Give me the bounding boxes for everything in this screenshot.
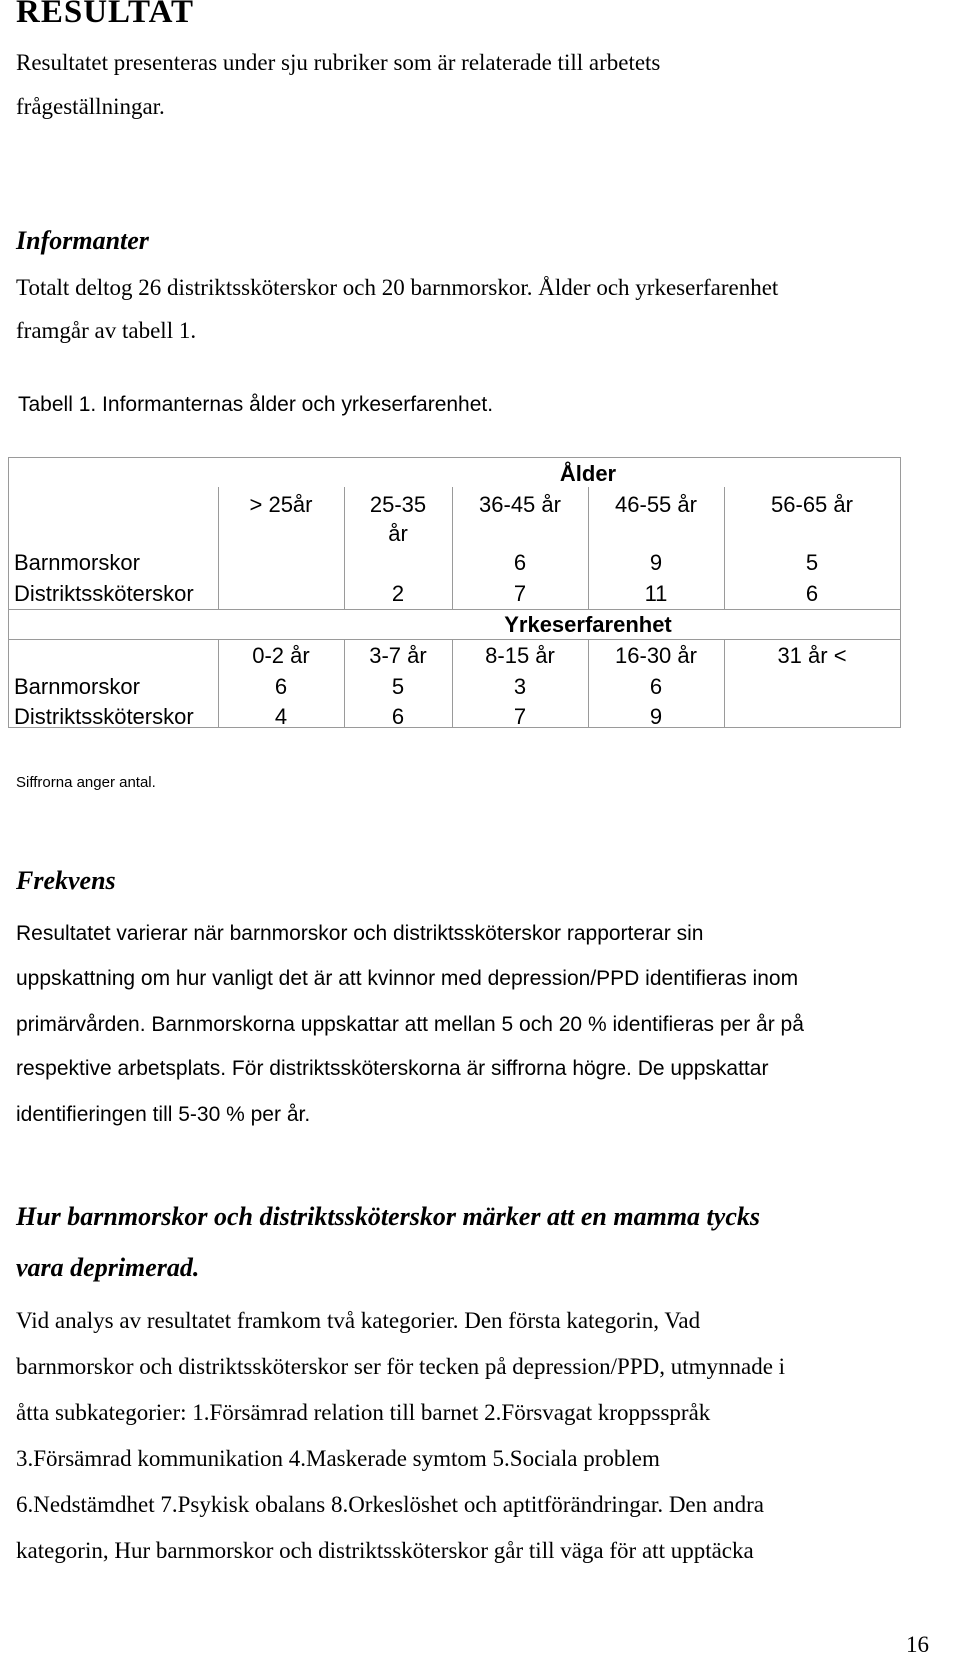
table-border-right bbox=[900, 457, 901, 728]
page-number: 16 bbox=[906, 1632, 929, 1657]
section-title-line-2: vara deprimerad. bbox=[16, 1253, 200, 1282]
row-label: Barnmorskor bbox=[14, 674, 140, 699]
frekvens-line-3: primärvården. Barnmorskorna uppskattar att mellan 5 och 20 % identifieras per år på bbox=[16, 1013, 804, 1036]
informanter-line-1: Totalt deltog 26 distriktssköterskor och 20 barnmorskor. Ålder och yrkeserfarenhet bbox=[16, 275, 779, 300]
table-divider bbox=[8, 609, 901, 610]
row-label: Distriktssköterskor bbox=[14, 704, 194, 729]
table-cell: 5 bbox=[805, 550, 819, 575]
table-cell: 6 bbox=[391, 704, 405, 729]
section3-line-2: barnmorskor och distriktssköterskor ser för tecken på depression/PPD, utmynnade i bbox=[16, 1354, 786, 1379]
table-cell: 5 bbox=[391, 674, 405, 699]
section3-line-3: åtta subkategorier: 1.Försämrad relation till barnet 2.Försvagat kroppsspråk bbox=[16, 1400, 711, 1425]
exp-col-header: 3-7 år bbox=[369, 643, 427, 668]
table-divider bbox=[8, 639, 901, 640]
age-col-header: år bbox=[388, 521, 408, 546]
section-title-frekvens: Frekvens bbox=[16, 866, 116, 895]
table-cell: 7 bbox=[513, 581, 527, 606]
exp-col-header: 16-30 år bbox=[615, 643, 697, 668]
table-cell: 6 bbox=[513, 550, 527, 575]
section-title-line-1: Hur barnmorskor och distriktssköterskor märker att en mamma tycks bbox=[16, 1202, 760, 1231]
age-col-header: 46-55 år bbox=[615, 492, 697, 517]
table-cell: 11 bbox=[644, 581, 668, 606]
table-cell: 9 bbox=[649, 704, 663, 729]
frekvens-line-4: respektive arbetsplats. För distriktssköterskorna är siffrorna högre. De uppskattar bbox=[16, 1057, 769, 1080]
table-cell: 7 bbox=[513, 704, 527, 729]
section-title-informanter: Informanter bbox=[16, 226, 149, 255]
age-header: Ålder bbox=[559, 461, 617, 486]
intro-line-2: frågeställningar. bbox=[16, 94, 165, 119]
table-cell: 6 bbox=[274, 674, 288, 699]
table-cell: 2 bbox=[391, 581, 405, 606]
exp-col-header: 31 år < bbox=[777, 643, 847, 668]
table-cell: 6 bbox=[649, 674, 663, 699]
row-label: Barnmorskor bbox=[14, 550, 140, 575]
section3-line-6: kategorin, Hur barnmorskor och distriktssköterskor går till väga för att upptäcka bbox=[16, 1538, 754, 1563]
age-col-header: 56-65 år bbox=[771, 492, 853, 517]
informanter-line-2: framgår av tabell 1. bbox=[16, 318, 197, 343]
age-col-header: 25-35 bbox=[369, 492, 427, 517]
table-border-top bbox=[8, 457, 901, 458]
table-border-left bbox=[8, 457, 9, 728]
page-heading: RESULTAT bbox=[16, 0, 194, 30]
table-note: Siffrorna anger antal. bbox=[16, 774, 156, 791]
frekvens-line-2: uppskattning om hur vanligt det är att kvinnor med depression/PPD identifieras inom bbox=[16, 967, 799, 990]
frekvens-line-5: identifieringen till 5-30 % per år. bbox=[16, 1103, 311, 1126]
table-cell: 9 bbox=[649, 550, 663, 575]
experience-header: Yrkeserfarenhet bbox=[504, 612, 672, 637]
row-label: Distriktssköterskor bbox=[14, 581, 194, 606]
section3-line-5: 6.Nedstämdhet 7.Psykisk obalans 8.Orkeslöshet och aptitförändringar. Den andra bbox=[16, 1492, 764, 1517]
exp-col-header: 0-2 år bbox=[252, 643, 310, 668]
age-col-header: 36-45 år bbox=[479, 492, 561, 517]
age-col-header: > 25år bbox=[249, 492, 313, 517]
table-caption: Tabell 1. Informanternas ålder och yrkeserfarenhet. bbox=[18, 393, 494, 416]
table-cell: 6 bbox=[805, 581, 819, 606]
frekvens-line-1: Resultatet varierar när barnmorskor och distriktssköterskor rapporterar sin bbox=[16, 922, 704, 945]
section3-line-1: Vid analys av resultatet framkom två kategorier. Den första kategorin, Vad bbox=[16, 1308, 701, 1333]
table-cell: 3 bbox=[513, 674, 527, 699]
intro-line-1: Resultatet presenteras under sju rubriker som är relaterade till arbetets bbox=[16, 50, 661, 75]
exp-col-header: 8-15 år bbox=[485, 643, 555, 668]
table-cell: 4 bbox=[274, 704, 288, 729]
section3-line-4: 3.Försämrad kommunikation 4.Maskerade symtom 5.Sociala problem bbox=[16, 1446, 660, 1471]
